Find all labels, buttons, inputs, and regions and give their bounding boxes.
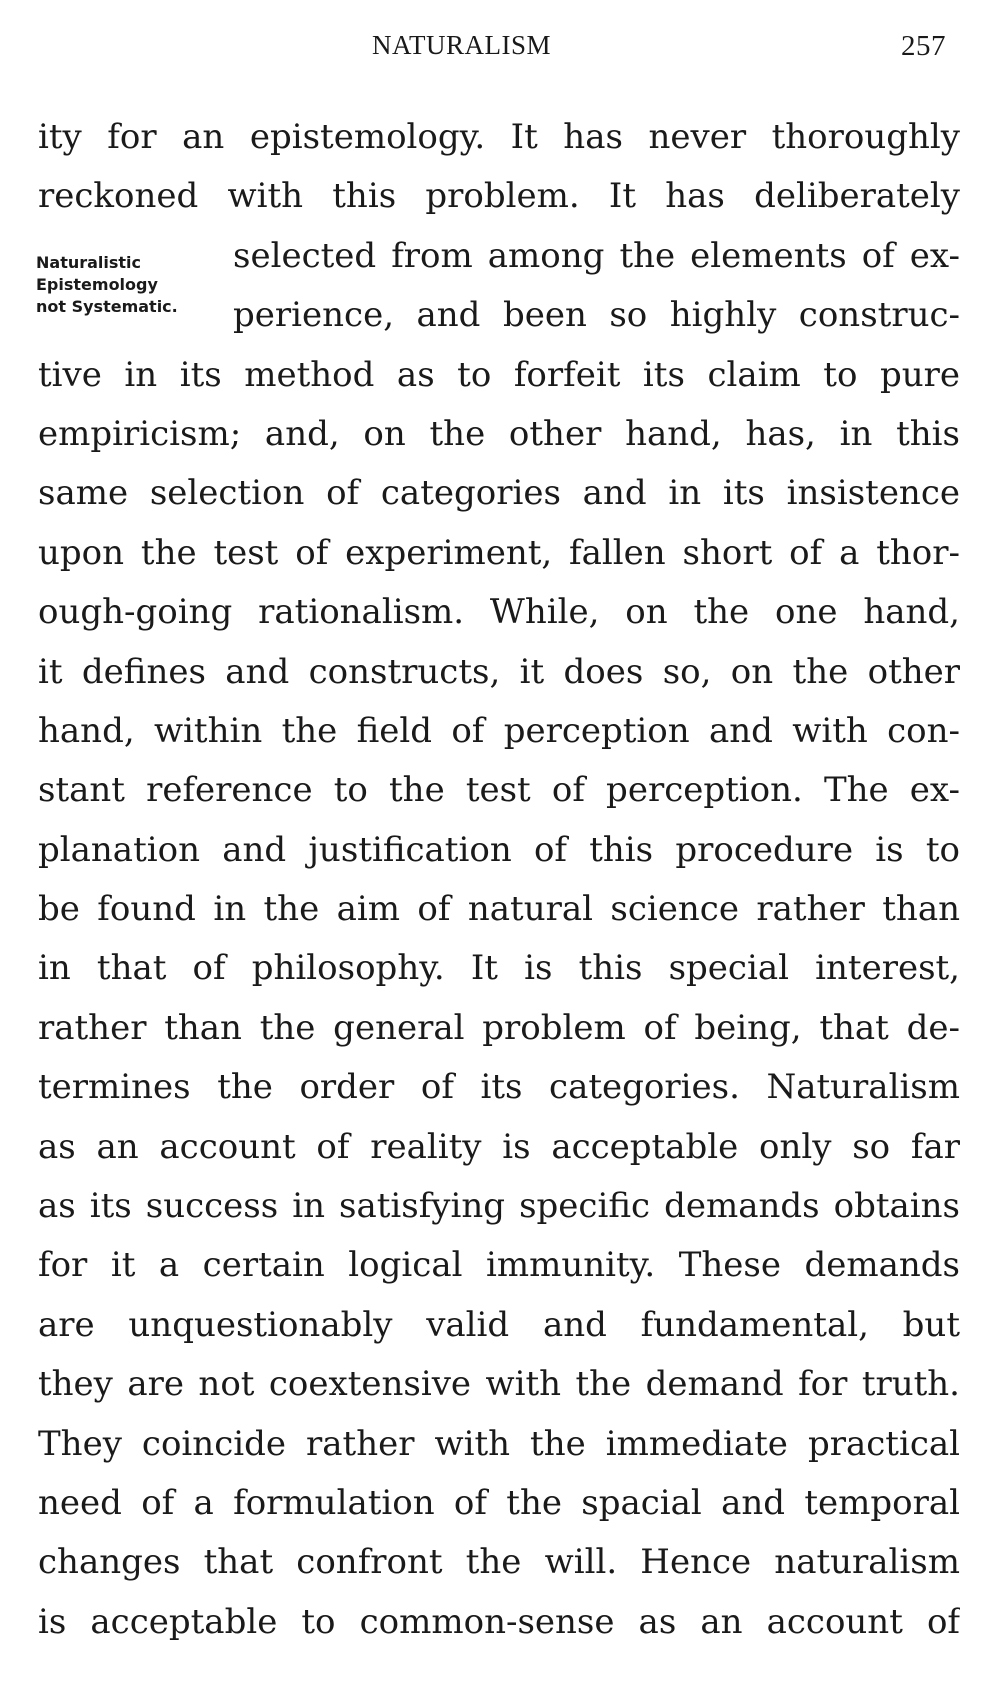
text-line: stant reference to the test of perception. The ex-	[38, 770, 960, 811]
text-line: need of a formulation of the spacial and temporal	[38, 1482, 960, 1523]
text-line: be found in the aim of natural science rather than	[38, 889, 960, 930]
text-line: rather than the general problem of being, that de-	[38, 1007, 960, 1048]
margin-note-line: not Systematic.	[36, 297, 178, 316]
text-line: tive in its method as to forfeit its claim to pure	[38, 354, 960, 395]
text-line: is acceptable to common-sense as an account of	[38, 1601, 960, 1642]
margin-note-line: Naturalistic	[36, 253, 142, 272]
text-line: are unquestionably valid and fundamental, but	[38, 1304, 960, 1345]
text-line: planation and justification of this procedure is to	[38, 829, 960, 870]
text-line: perience, and been so highly construc-	[233, 295, 960, 336]
text-line: reckoned with this problem. It has deliberately	[38, 176, 960, 217]
body-text	[38, 108, 960, 1652]
text-line: as its success in satisfying specific demands obtains	[38, 1186, 960, 1227]
text-line: termines the order of its categories. Naturalism	[38, 1067, 960, 1108]
text-line: ough-going rationalism. While, on the one hand,	[38, 592, 960, 633]
text-line: selected from among the elements of ex-	[233, 235, 960, 276]
text-line: They coincide rather with the immediate practical	[38, 1423, 960, 1464]
text-line: it defines and constructs, it does so, on the other	[38, 651, 960, 692]
text-line: ity for an epistemology. It has never thoroughly	[38, 117, 960, 157]
text-line: changes that confront the will. Hence naturalism	[38, 1542, 960, 1583]
text-line: as an account of reality is acceptable only so far	[38, 1126, 960, 1167]
running-title: NATURALISM	[372, 30, 552, 60]
text-line: upon the test of experiment, fallen short of a thor-	[38, 532, 960, 573]
text-line: hand, within the field of perception and with con-	[38, 710, 960, 751]
text-line: they are not coextensive with the demand for truth.	[38, 1364, 960, 1405]
text-line: empiricism; and, on the other hand, has, in this	[38, 413, 960, 454]
page-number: 257	[901, 30, 946, 62]
text-line: for it a certain logical immunity. These demands	[38, 1245, 960, 1286]
text-line: in that of philosophy. It is this special interest,	[38, 948, 960, 989]
margin-note-line: Epistemology	[36, 275, 158, 294]
page-header	[0, 30, 1000, 70]
text-line: same selection of categories and in its insistence	[38, 473, 960, 514]
